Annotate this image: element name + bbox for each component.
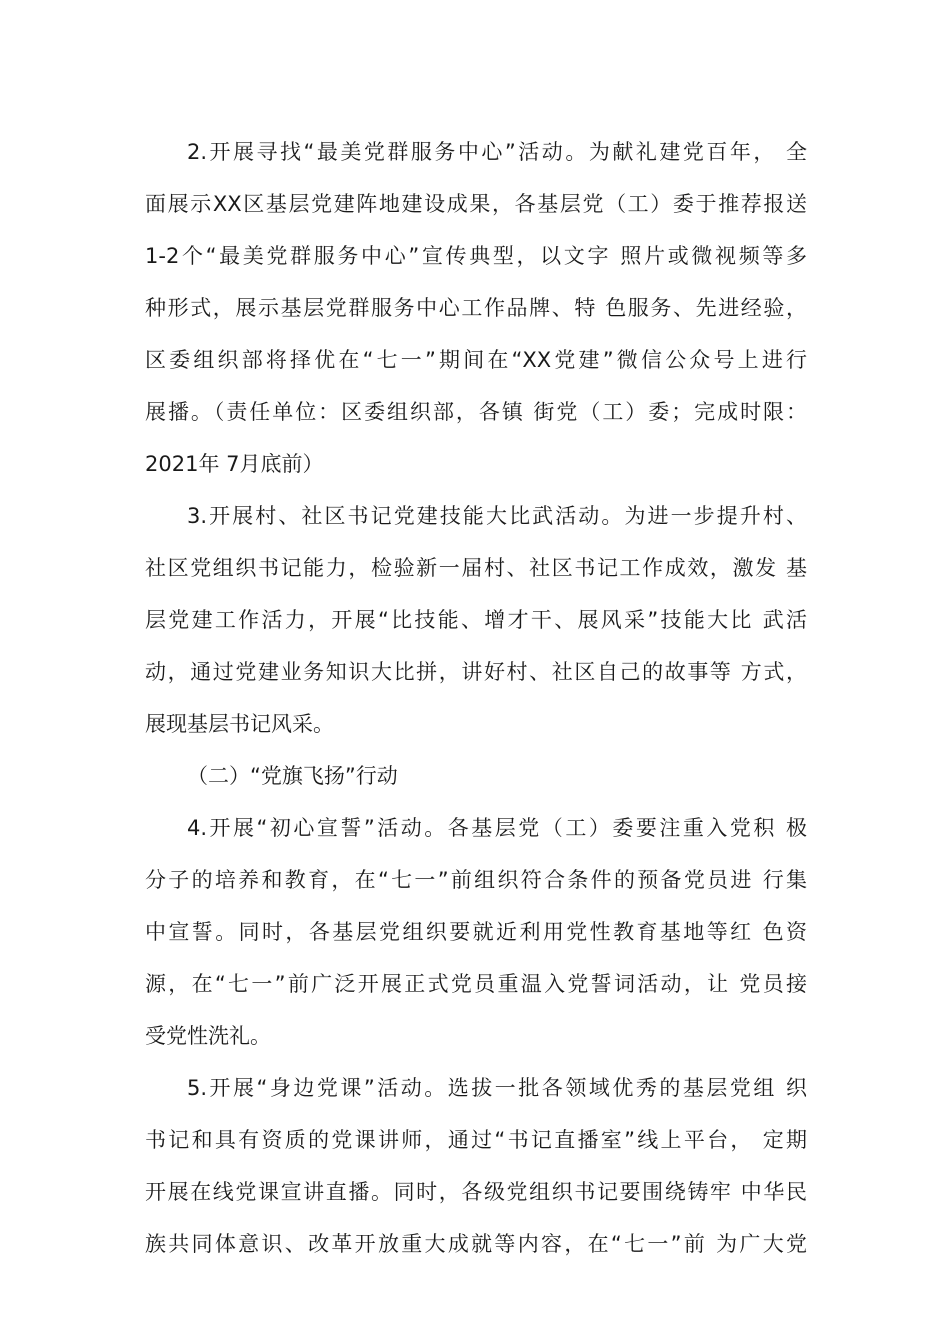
paragraph-4-line-2: 分子的培养和教育，在“七一”前组织符合条件的预备党员进 行集 [145,868,807,892]
paragraph-2-line-4: 种形式，展示基层党群服务中心工作品牌、特 色服务、先进经验， [145,296,807,320]
paragraph-5-line-1: 5.开展“身边党课”活动。选拔一批各领域优秀的基层党组 织 [187,1076,807,1100]
paragraph-3-line-5: 展现基层书记风采。 [145,712,334,736]
paragraph-4-line-4: 源，在“七一”前广泛开展正式党员重温入党誓词活动，让 党员接 [145,972,807,996]
paragraph-2-line-1: 2.开展寻找“最美党群服务中心”活动。为献礼建党百年， 全 [187,140,807,164]
paragraph-4-line-5: 受党性洗礼。 [145,1024,271,1048]
paragraph-2-line-5: 区委组织部将择优在“七一”期间在“XX党建”微信公众号上进行 [145,348,807,372]
paragraph-3-line-3: 层党建工作活力，开展“比技能、增才干、展风采”技能大比 武活 [145,608,807,632]
paragraph-3-line-2: 社区党组织书记能力，检验新一届村、社区书记工作成效，激发 基 [145,556,807,580]
paragraph-2-line-7: 2021年 7月底前） [145,452,324,476]
paragraph-4-line-1: 4.开展“初心宣誓”活动。各基层党（工）委要注重入党积 极 [187,816,807,840]
paragraph-2-line-2: 面展示XX区基层党建阵地建设成果，各基层党（工）委于推荐报送 [145,192,807,216]
paragraph-4-line-3: 中宣誓。同时，各基层党组织要就近利用党性教育基地等红 色资 [145,920,807,944]
paragraph-3-line-4: 动，通过党建业务知识大比拼，讲好村、社区自己的故事等 方式， [145,660,807,684]
section-heading: （二）“党旗飞扬”行动 [187,764,398,788]
paragraph-3-line-1: 3.开展村、社区书记党建技能大比武活动。为进一步提升村、 [187,504,807,528]
paragraph-2-line-3: 1-2个“最美党群服务中心”宣传典型，以文字 照片或微视频等多 [145,244,807,268]
paragraph-5-line-3: 开展在线党课宣讲直播。同时，各级党组织书记要围绕铸牢 中华民 [145,1180,807,1204]
paragraph-5-line-2: 书记和具有资质的党课讲师，通过“书记直播室”线上平台， 定期 [145,1128,807,1152]
paragraph-2-line-6: 展播。（责任单位：区委组织部，各镇 街党（工）委；完成时限： [145,400,807,424]
paragraph-5-line-4: 族共同体意识、改革开放重大成就等内容，在“七一”前 为广大党 [145,1232,807,1256]
